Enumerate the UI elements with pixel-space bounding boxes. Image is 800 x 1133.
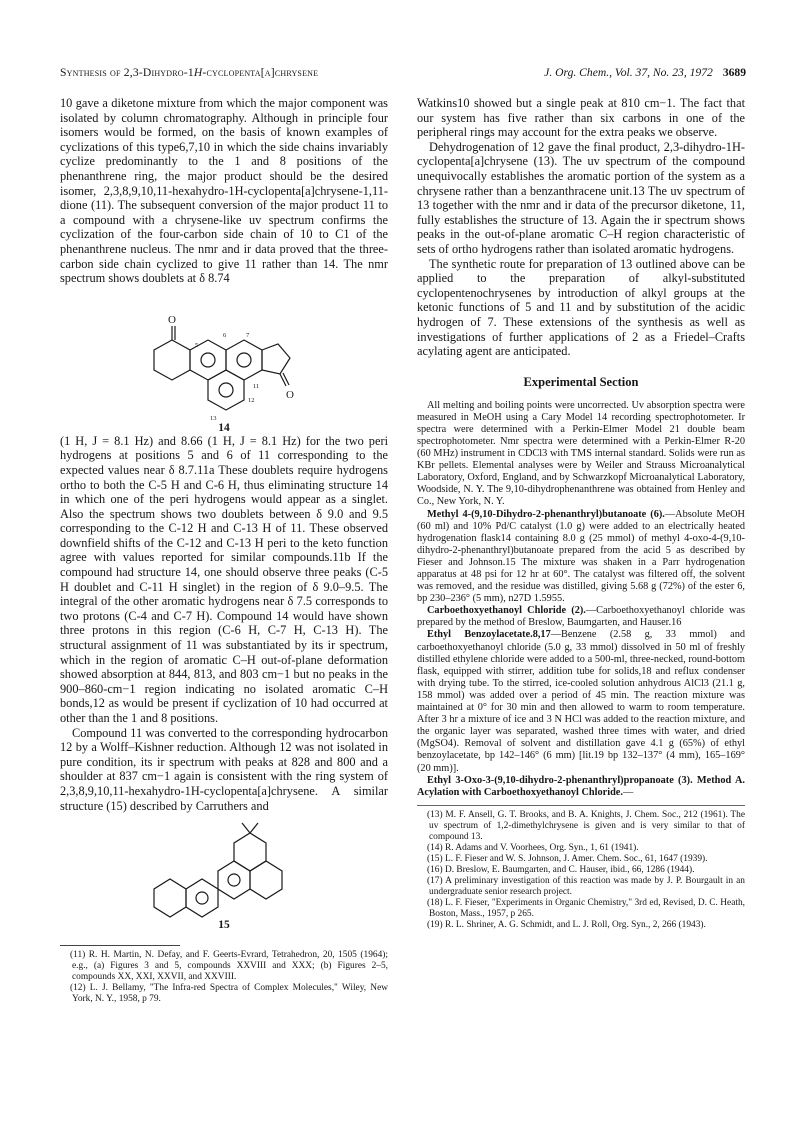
header-journal	[544, 66, 746, 79]
position-label: 12	[248, 396, 255, 404]
footnote: (16) D. Breslow, E. Baumgarten, and C. Hauser, ibid., 66, 1286 (1944).	[427, 864, 695, 875]
paragraph: Dehydrogenation of 12 gave the final product, 2,3-dihydro-1H-cyclopenta[a]chrysene (13). The uv spectrum of the compound unequivocally establishes the aromatic portion of the system as a chrysene rather than a benzanthracene unit.13 The uv spectrum of 13 together with the nmr and ir data of the precursor diketone, 11, fully establishes the structure of 13. Again the ir spectrum shows peaks in the out-of-plane aromatic C–H region characteristic of sets of ortho hydrogens rather than isolated aromatic hydrogens.	[417, 139, 745, 256]
footnote: (18) L. F. Fieser, "Experiments in Organic Chemistry," 3rd ed, Revised, D. C. Heath, Boston, Mass., 1957, p 265.	[427, 897, 745, 919]
footnote-divider	[60, 945, 180, 946]
footnote: (19) R. L. Shriner, A. G. Schmidt, and L. J. Roll, Org. Syn., 2, 266 (1943).	[427, 919, 706, 930]
oxygen-label: O	[168, 313, 176, 326]
compound-title: Methyl 4-(9,10-Dihydro-2-phenanthryl)butanoate (6).	[427, 508, 665, 520]
structure-15-label: 15	[218, 919, 230, 932]
structure-14-label: 14	[218, 421, 230, 434]
footnote: (15) L. F. Fieser and W. S. Johnson, J. Amer. Chem. Soc., 61, 1647 (1939).	[427, 853, 708, 864]
section-heading: Experimental Section	[523, 374, 639, 389]
running-header	[60, 66, 746, 82]
experimental-paragraph: Methyl 4-(9,10-Dihydro-2-phenanthryl)butanoate (6).—Absolute MeOH (60 ml) and 10% Pd/C catalyst (1.0 g) were added to an electrically heated hydrogenation flask14 containing 8.0 g (25 mmol) of methyl 4-oxo-4-(9,10-dihydro-2-phenanthryl)butanoate prepared from the acid 5 as described by Fieser and Johnson.15 The mixture was shaken in a Parr hydrogenation apparatus at 48 psi for 12 hr at 60°. The catalyst was filtered off, the solvent was removed, and the residue was distilled, giving 5.68 g (72%) of the ester 6, bp 230–236° (5 mm), n27D 1.5955.	[417, 508, 745, 605]
structure-14-figure	[60, 292, 388, 434]
footnote: (12) L. J. Bellamy, "The Infra-red Spectra of Complex Molecules," Wiley, New York, N. Y., 1958, p 79.	[70, 983, 388, 1005]
footnote: (17) A preliminary investigation of this reaction was made by J. P. Bourgault in an undergraduate senior research project.	[427, 875, 745, 897]
compound-title: Ethyl 3-Oxo-3-(9,10-dihydro-2-phenanthryl)propanoate (3). Method A. Acylation with Carboethoxyethanoyl Chloride.	[417, 774, 745, 798]
position-label: 5	[195, 341, 199, 349]
experimental-paragraph: All melting and boiling points were uncorrected. Uv absorption spectra were measured in MeOH using a Cary Model 14 recording spectrophotometer. Ir spectra were determined with a Perkin-Elmer Model 21 double beam spectrophotometer. Nmr spectra were determined with a Perkin-Elmer R-20 (60 MHz) instrument in CDCl3 with TMS internal standard. Solids were run as KBr pellets. Elemental analyses were by Weiler and Strauss Microanalytical Laboratory, Oxford, England, and by Schwarzkopf Microanalytical Laboratory, Woodside, N. Y. The 9,10-dihydrophenanthrene was obtained from Henley and Co., New York, N. Y.	[417, 399, 745, 508]
paragraph: (1 H, J = 8.1 Hz) and 8.66 (1 H, J = 8.1 Hz) for the two peri hydrogens at positions 5 and 6 of 11 corresponding to the expected values near δ 8.7.11a These doublets require hydrogens ortho to both the C-5 H and C-6 H, thus eliminating structure 14 in which one of the peri hydrogens would appear as a singlet. Also the spectrum shows two doublets between δ 9.0 and 9.5 corresponding to the C-12 H and C-13 H of 11. These observed downfield shifts of the C-12 and C-13 H peri to the keto function agree with values reported for similar compounds.11b If the compound had structure 14, one should observe three peaks (C-5 H doublet and C-11 H singlet) in the region of δ 9.0–9.5. The integral of the other aromatic hydrogens near δ 7.5 corresponds to two protons (C-4 and C-7 H). Compound 14 would have shown three protons in this region (C-6 H, C-7 H, C-13 H). The structural assignment of 11 was substantiated by its ir spectrum, which in the region of aromatic C–H out-of-plane deformation showed absorption at 844, 813, and 803 cm−1 but no peaks in the 900–860-cm−1 region indicating no isolated aromatic C–H bonds,12 as would be present if cyclization of 10 had occurred at other than the 1 and 8 positions.	[60, 433, 388, 725]
right-column	[417, 96, 745, 931]
structure-15-drawing	[60, 815, 388, 919]
compound-title: Ethyl Benzoylacetate.8,17	[427, 629, 551, 641]
oxygen-label: O	[286, 388, 294, 401]
experimental-paragraph: Ethyl Benzoylacetate.8,17—Benzene (2.58 g, 33 mmol) and carboethoxyethanoyl chloride (5.0 g, 33 mmol) dissolved in 50 ml of freshly distilled ethylene chloride were added to a 500-ml, three-necked, round-bottom flask, equipped with stirrer, addition tube for solids,18 and reflux condenser with drying tube. To the stirred, ice-cooled solution anhydrous AlCl3 (21.1 g, 158 mmol) was added over a period of 45 min. The reaction mixture was maintained at 0° for 30 min and then allowed to warm to room temperature. After 3 hr a mixture of ice and 3 N HCl was added to the reaction mixture, and the organic layer was separated, washed three times with water, and dried (MgSO4). Removal of solvent and distillation gave 4.1 g (65%) of ethyl benzoylacetate, bp 142–146° (6 mm) [lit.19 bp 132–137° (4 mm), 165–169° (20 mm)].	[417, 629, 745, 774]
structure-14-drawing	[60, 292, 388, 422]
position-label: 13	[210, 414, 217, 422]
footnote: (11) R. H. Martin, N. Defay, and F. Geerts-Evrard, Tetrahedron, 20, 1505 (1964); e.g., (a) Figures 3 and 5, compounds XXVIII and XXX; (b) Figures 2–5, compounds XX, XXI, XXVII, and XXVIII.	[70, 950, 388, 983]
paragraph: 10 gave a diketone mixture from which the major component was isolated by column chromatography. Although in principle four isomers would be formed, on the basis of known examples of cyclizations of this type6,7,10 in which the side chains invariably cyclize predominantly to the 1 and 8 positions of the phenanthrene ring, the major product should be the desired isomer, 2,3,8,9,10,11-hexahydro-1H-cyclopenta[a]chrysene-1,11-dione (11). The subsequent conversion of the major product 11 to a compound with a chrysene-like uv spectrum confirms the cyclization of the four-carbon side chain of 10 to C1 of the phenanthrene nucleus. The nmr and ir data proved that the three-carbon side chain cyclized to give 11 rather than 14. The nmr spectrum shows doublets at δ 8.74	[60, 96, 388, 286]
page-number: 3689	[722, 66, 746, 79]
compound-title: Carboethoxyethanoyl Chloride (2).	[427, 605, 586, 617]
structure-15-figure	[60, 815, 388, 933]
footnote-divider	[417, 805, 745, 806]
paragraph: Watkins10 showed but a single peak at 810 cm−1. The fact that our system has five rather than six carbons in one of the peripheral rings may account for the extra peaks we observe.	[417, 96, 745, 140]
experimental-paragraph: Carboethoxyethanoyl Chloride (2).—Carboethoxyethanoyl chloride was prepared by the method of Breslow, Baumgarten, and Hauser.16	[417, 605, 745, 629]
paragraph: Compound 11 was converted to the corresponding hydrocarbon 12 by a Wolff–Kishner reduction. Although 12 was not isolated in pure condition, its ir spectrum with peaks at 828 and 800 and a shoulder at 837 cm−1 again is consistent with the ring system of 2,3,8,9,10,11-hexahydro-1H-cyclopenta[a]chrysene. A similar structure (15) described by Carruthers and	[60, 725, 388, 813]
position-label: 7	[246, 331, 250, 339]
experimental-paragraph: Ethyl 3-Oxo-3-(9,10-dihydro-2-phenanthryl)propanoate (3). Method A. Acylation with Carboethoxyethanoyl Chloride.—	[417, 774, 745, 798]
position-label: 11	[253, 382, 260, 390]
paragraph: The synthetic route for preparation of 13 outlined above can be applied to the preparation of alkyl-substituted cyclopentenochrysenes by introduction of alkyl groups at the ketonic functions of 5 and 11 and by substitution of the acidic hydrogen of 7. These extensions of the synthesis as well as investigations of further applications of 2 as a Friedel–Crafts acylating agent are anticipated.	[417, 256, 745, 359]
journal-citation: J. Org. Chem., Vol. 37, No. 23, 1972	[544, 66, 713, 79]
footnote: (14) R. Adams and V. Voorhees, Org. Syn., 1, 61 (1941).	[427, 842, 639, 853]
position-label: 6	[223, 331, 227, 339]
header-title: Synthesis of 2,3-Dihydro-1H-cyclopenta[a]chrysene	[60, 66, 319, 79]
footnote: (13) M. F. Ansell, G. T. Brooks, and B. A. Knights, J. Chem. Soc., 212 (1961). The uv spectrum of 1,2-dimethylchrysene is given and is very similar to that of compound 13.	[427, 809, 745, 842]
left-column	[60, 96, 388, 1005]
